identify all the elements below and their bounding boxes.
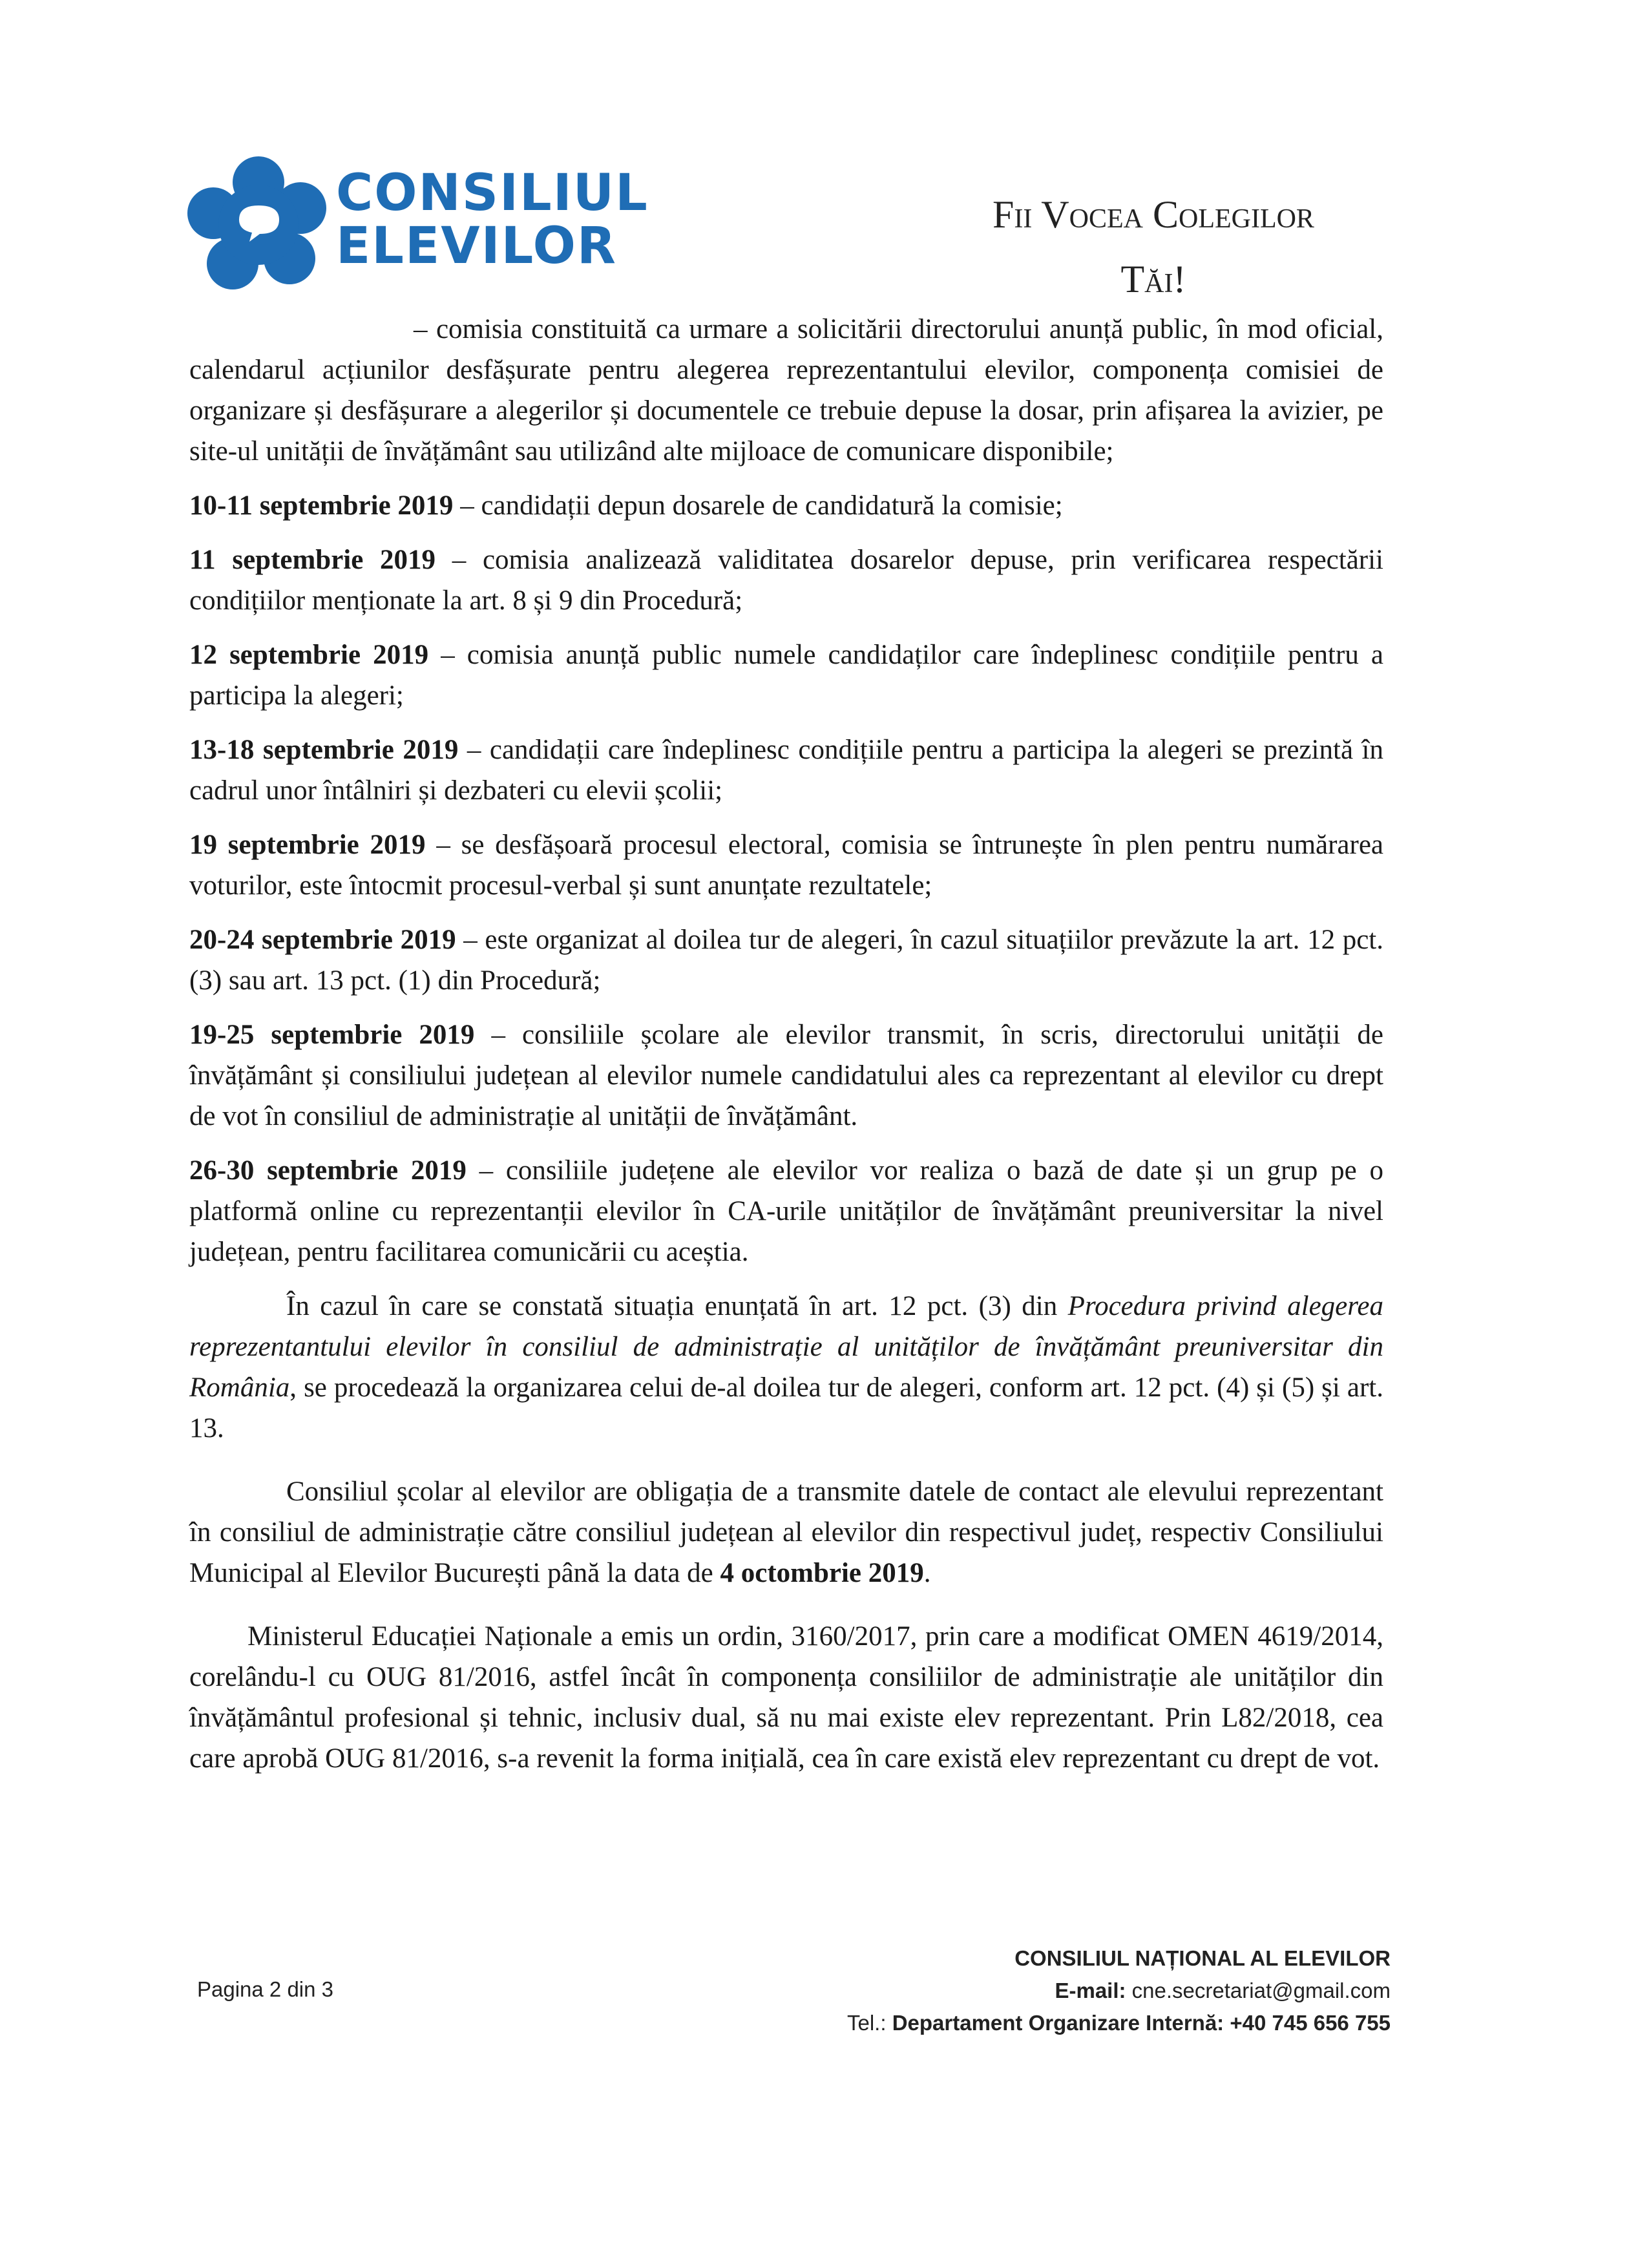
obligation-deadline: 4 octombrie 2019	[720, 1558, 924, 1588]
schedule-item	[189, 635, 1383, 716]
slogan-line-1: Fii Vocea Colegilor	[993, 193, 1314, 236]
logo-line-1: CONSILIUL	[336, 164, 649, 222]
second-round-paragraph	[189, 1286, 1383, 1449]
second-round-text-a: În cazul în care se constată situația enunțată în art. 12 pct. (3) din	[286, 1291, 1068, 1321]
footer-org: CONSILIUL NAȚIONAL AL ELEVILOR	[1014, 1946, 1391, 1970]
consiliul-elevilor-logo-icon	[187, 155, 330, 294]
obligation-end: .	[923, 1558, 931, 1588]
procedure-title: Procedura privind alegerea reprezentantului elevilor în consiliul de administrație al unităților de învățământ preuniversitar din România	[189, 1291, 1383, 1403]
ministry-paragraph	[189, 1616, 1383, 1779]
schedule-text: – se desfășoară procesul electoral, comisia se întrunește în plen pentru numărarea voturilor, este întocmit procesul-verbal și sunt anunțate rezultatele;	[189, 830, 1384, 901]
schedule-date: 19-25 septembrie 2019	[189, 1020, 475, 1050]
schedule-date: 26-30 septembrie 2019	[189, 1155, 467, 1186]
schedule-text: – consiliile școlare ale elevilor transmit, în scris, directorului unității de învățământ și consiliului județean al elevilor numele candidatului ales ca reprezentant al elevilor cu drept de vot în consiliul de administrație al unității de învățământ.	[189, 1020, 1384, 1131]
email-label: E-mail:	[1055, 1979, 1126, 2002]
slogan	[898, 182, 1409, 311]
document-body	[189, 309, 1383, 1792]
schedule-item	[189, 730, 1383, 811]
footer-contact	[847, 1942, 1391, 2039]
logo-wordmark	[336, 164, 649, 275]
schedule-item	[189, 1014, 1383, 1137]
intro-text: – comisia constituită ca urmare a solicitării directorului anunță public, în mod oficial, calendarul acțiunilor desfășurate pentru alegerea reprezentantului elevilor, componența comisiei de organizare și desfășurare a alegerilor și documentele ce trebuie depuse la dosar, prin afișarea la avizier, pe site-ul unității de învățământ sau utilizând alte mijloace de comunicare disponibile;	[189, 314, 1383, 467]
schedule-date: 10-11 septembrie 2019	[189, 490, 454, 521]
email-value[interactable]: cne.secretariat@gmail.com	[1126, 1979, 1391, 2002]
schedule-text: – comisia anunță public numele candidaților care îndeplinesc condițiile pentru a participa la alegeri;	[189, 640, 1383, 711]
page-number: Pagina 2 din 3	[197, 1977, 334, 2001]
schedule-item	[189, 1150, 1383, 1272]
schedule-text: – candidații depun dosarele de candidatură la comisie;	[453, 490, 1063, 521]
ministry-text: Ministerul Educației Naționale a emis un ordin, 3160/2017, prin care a modificat OMEN 4619/2014, corelându-l cu OUG 81/2016, astfel încât în componența consiliilor de administrație ale unităților din învățământul profesional și tehnic, inclusiv dual, să nu mai existe elev reprezentant. Prin L82/2018, cea care aprobă OUG 81/2016, s-a revenit la forma inițială, cea în care există elev reprezentant cu drept de vot.	[189, 1621, 1383, 1774]
footer-phone-line	[847, 2007, 1391, 2039]
slogan-line-2: Tăi!	[1120, 258, 1186, 300]
schedule-date: 11 septembrie 2019	[189, 545, 436, 575]
obligation-text: Consiliul școlar al elevilor are obligația de a transmite datele de contact ale elevului reprezentant în consiliul de administrație către consiliul județean al elevilor din respectivul județ, respectiv Consiliului Municipal al Elevilor București până la data de	[189, 1476, 1383, 1588]
schedule-item	[189, 540, 1383, 621]
schedule-item	[189, 919, 1383, 1001]
schedule-text: – candidații care îndeplinesc condițiile pentru a participa la alegeri se prezintă în cadrul unor întâlniri și dezbateri cu elevii școlii;	[189, 735, 1383, 806]
obligation-paragraph	[189, 1471, 1383, 1593]
schedule-date: 20-24 septembrie 2019	[189, 925, 456, 955]
schedule-item	[189, 824, 1383, 906]
schedule-date: 19 septembrie 2019	[189, 830, 426, 860]
logo-line-2: ELEVILOR	[336, 217, 617, 275]
schedule-text: – comisia analizează validitatea dosarelor depuse, prin verificarea respectării condițiilor menționate la art. 8 și 9 din Procedură;	[189, 545, 1383, 616]
schedule-text: – consiliile județene ale elevilor vor realiza o bază de date și un grup pe o platformă online cu reprezentanții elevilor în CA-urile unităților de învățământ preuniversitar la nivel județean, pentru facilitarea comunicării cu aceștia.	[189, 1155, 1384, 1267]
intro-paragraph	[189, 309, 1383, 472]
second-round-text-b: , se procedează la organizarea celui de-al doilea tur de alegeri, conform art. 12 pct. (4) și (5) și art. 13.	[189, 1372, 1383, 1444]
footer-email-line	[847, 1975, 1391, 2007]
schedule-date: 12 septembrie 2019	[189, 640, 429, 670]
phone-value: Departament Organizare Internă: +40 745 656 755	[892, 2011, 1391, 2035]
schedule-text: – este organizat al doilea tur de alegeri, în cazul situațiilor prevăzute la art. 12 pct. (3) sau art. 13 pct. (1) din Procedură;	[189, 925, 1383, 996]
schedule-item	[189, 485, 1383, 526]
phone-label: Tel.:	[847, 2011, 892, 2035]
schedule-date: 13-18 septembrie 2019	[189, 735, 459, 765]
